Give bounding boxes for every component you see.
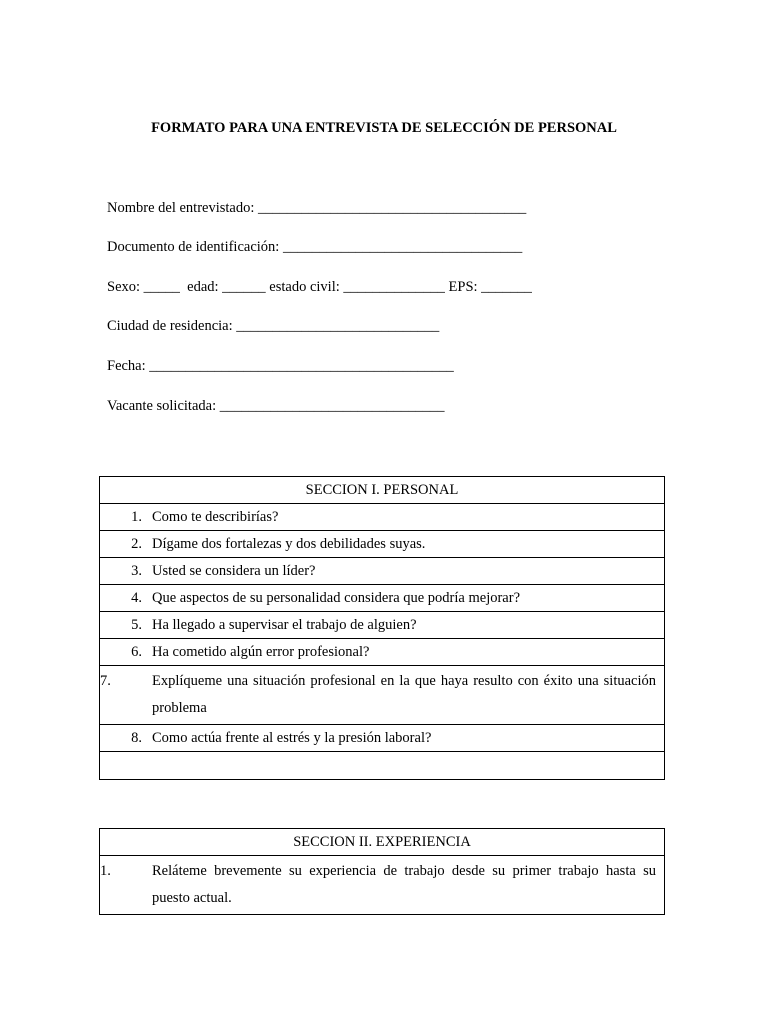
field-fecha: Fecha: __________________________________________ xyxy=(107,358,454,374)
section-2-table xyxy=(99,828,665,915)
question-text: Como actúa frente al estrés y la presión laboral? xyxy=(152,729,432,746)
section-1-header: SECCION I. PERSONAL xyxy=(100,477,665,504)
document-title: FORMATO PARA UNA ENTREVISTA DE SELECCIÓN DE PERSONAL xyxy=(151,120,617,136)
question-text: Que aspectos de su personalidad considera que podría mejorar? xyxy=(152,589,521,606)
question-text: Ha llegado a supervisar el trabajo de alguien? xyxy=(152,616,417,633)
question-row xyxy=(100,856,665,915)
field-documento: Documento de identificación: _________________________________ xyxy=(107,239,523,255)
question-number: 2. xyxy=(131,535,142,552)
field-ciudad: Ciudad de residencia: ____________________________ xyxy=(107,318,440,334)
question-row xyxy=(100,639,665,666)
question-number: 6. xyxy=(131,643,142,660)
question-number: 8. xyxy=(131,729,142,746)
section-1-table xyxy=(99,476,665,780)
question-text: Ha cometido algún error profesional? xyxy=(152,643,370,660)
field-nombre: Nombre del entrevistado: _____________________________________ xyxy=(107,200,527,216)
question-text: Reláteme brevemente su experiencia de trabajo desde su primer trabajo hasta su puesto actual. xyxy=(152,863,656,906)
question-number: 4. xyxy=(131,589,142,606)
question-number: 3. xyxy=(131,562,142,579)
question-row xyxy=(100,612,665,639)
section-2-header: SECCION II. EXPERIENCIA xyxy=(100,829,665,856)
question-text: Explíqueme una situación profesional en la que haya resulto con éxito una situación problema xyxy=(152,673,656,716)
question-row xyxy=(100,531,665,558)
question-text: Dígame dos fortalezas y dos debilidades suyas. xyxy=(152,535,426,552)
question-row xyxy=(100,558,665,585)
question-number: 1. xyxy=(131,508,142,525)
question-number: 1. xyxy=(100,863,111,879)
question-text: Usted se considera un líder? xyxy=(152,562,316,579)
field-vacante: Vacante solicitada: _______________________________ xyxy=(107,398,445,414)
question-text: Como te describirías? xyxy=(152,508,279,525)
question-number: 7. xyxy=(100,673,111,689)
question-row xyxy=(100,585,665,612)
blank-row xyxy=(100,752,665,780)
question-row xyxy=(100,504,665,531)
question-row xyxy=(100,666,665,725)
question-row xyxy=(100,725,665,752)
question-number: 5. xyxy=(131,616,142,633)
field-sexo-edad-estado-eps: Sexo: _____ edad: ______ estado civil: ______________ EPS: _______ xyxy=(107,279,532,295)
